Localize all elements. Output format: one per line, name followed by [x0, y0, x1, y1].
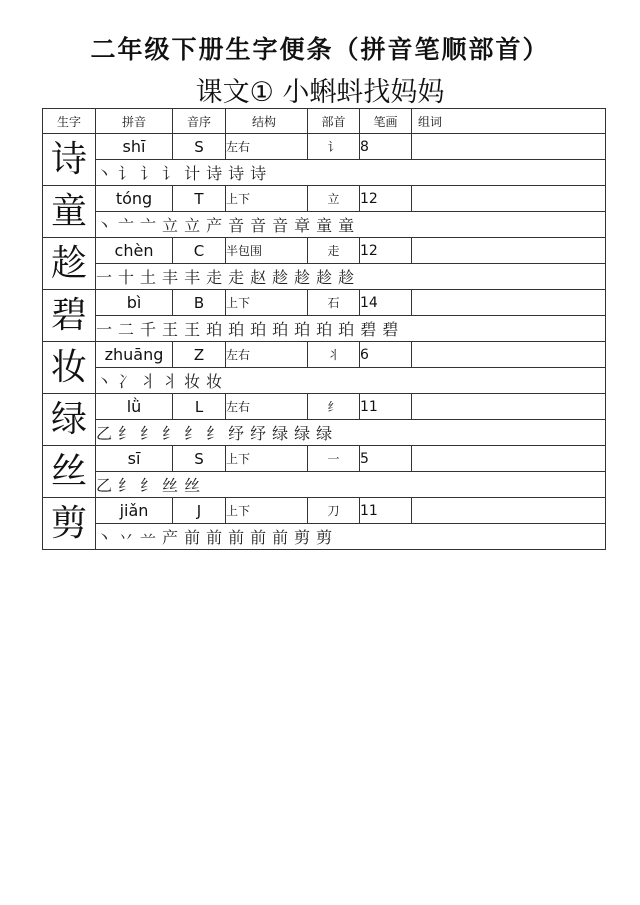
stroke-step: 剪 [294, 528, 313, 547]
character-cell: 剪 [43, 498, 96, 550]
stroke-step: 纟 [184, 424, 203, 443]
pinyin-cell: chèn [96, 238, 173, 264]
character-cell: 诗 [43, 134, 96, 186]
header-radical: 部首 [308, 109, 360, 134]
radical-cell: 立 [308, 186, 360, 212]
stroke-step: 珀 [272, 320, 291, 339]
stroke-order-cell [96, 316, 606, 342]
radical-cell: 一 [308, 446, 360, 472]
stroke-step: 纟 [206, 424, 225, 443]
pinyin-cell: sī [96, 446, 173, 472]
stroke-step: 前 [184, 528, 203, 547]
character-cell: 童 [43, 186, 96, 238]
stroke-step: 王 [162, 320, 181, 339]
stroke-step: 绿 [272, 424, 291, 443]
stroke-step: 珀 [250, 320, 269, 339]
stroke-step: 章 [294, 216, 313, 235]
stroke-step: 前 [250, 528, 269, 547]
radical-cell: 刀 [308, 498, 360, 524]
stroke-step: 丶 [96, 164, 115, 183]
stroke-count-cell: 12 [360, 238, 412, 264]
header-row [43, 109, 606, 134]
pinyin-cell: bì [96, 290, 173, 316]
stroke-step: 丶 [96, 372, 115, 391]
order-cell: J [173, 498, 226, 524]
words-cell [412, 342, 606, 368]
stroke-step: 纟 [118, 476, 137, 495]
stroke-order-row [43, 368, 606, 394]
order-cell: B [173, 290, 226, 316]
pinyin-cell: jiǎn [96, 498, 173, 524]
stroke-step: 丰 [184, 268, 203, 287]
stroke-step: 立 [162, 216, 181, 235]
stroke-step: 童 [316, 216, 335, 235]
words-cell [412, 394, 606, 420]
lesson-title: 课文① 小蝌蚪找妈妈 [195, 77, 445, 108]
stroke-count-cell: 5 [360, 446, 412, 472]
structure-cell: 上下 [226, 498, 308, 524]
stroke-step: 讠 [140, 164, 159, 183]
stroke-order-row [43, 160, 606, 186]
structure-cell: 上下 [226, 186, 308, 212]
stroke-step: 珀 [228, 320, 247, 339]
radical-cell: 石 [308, 290, 360, 316]
order-cell: Z [173, 342, 226, 368]
stroke-step: 音 [228, 216, 247, 235]
stroke-step: 诗 [250, 164, 269, 183]
stroke-step: 产 [206, 216, 225, 235]
stroke-step: 碧 [360, 320, 379, 339]
stroke-step: 讠 [118, 164, 137, 183]
stroke-step: 立 [184, 216, 203, 235]
stroke-count-cell: 12 [360, 186, 412, 212]
stroke-step: 丬 [162, 372, 181, 391]
stroke-step: 走 [206, 268, 225, 287]
structure-cell: 上下 [226, 290, 308, 316]
stroke-order-row [43, 316, 606, 342]
stroke-order-cell [96, 212, 606, 238]
stroke-step: 乙 [96, 476, 115, 495]
header-words: 组词 [412, 109, 606, 134]
table-row [43, 134, 606, 160]
stroke-step: 千 [140, 320, 159, 339]
table-row [43, 498, 606, 524]
header-strokes: 笔画 [360, 109, 412, 134]
stroke-order-row [43, 524, 606, 550]
character-cell: 妆 [43, 342, 96, 394]
stroke-step: 碧 [382, 320, 401, 339]
stroke-step: 一 [96, 320, 115, 339]
stroke-step: 珀 [316, 320, 335, 339]
table-row [43, 446, 606, 472]
stroke-step: 亠 [140, 216, 159, 235]
stroke-step: 纾 [250, 424, 269, 443]
order-cell: S [173, 446, 226, 472]
structure-cell: 左右 [226, 134, 308, 160]
stroke-step: 纟 [140, 476, 159, 495]
table-row [43, 238, 606, 264]
page-title: 二年级下册生字便条（拼音笔顺部首） [90, 35, 550, 64]
stroke-step: 前 [272, 528, 291, 547]
stroke-step: 妆 [184, 372, 203, 391]
stroke-step: 童 [338, 216, 357, 235]
stroke-step: 纟 [140, 424, 159, 443]
words-cell [412, 134, 606, 160]
words-cell [412, 498, 606, 524]
pinyin-cell: zhuāng [96, 342, 173, 368]
stroke-step: 丶 [96, 216, 115, 235]
character-cell: 绿 [43, 394, 96, 446]
radical-cell: 丬 [308, 342, 360, 368]
stroke-step: 丰 [162, 268, 181, 287]
order-cell: L [173, 394, 226, 420]
pinyin-cell: lǜ [96, 394, 173, 420]
stroke-count-cell: 14 [360, 290, 412, 316]
stroke-step: 音 [272, 216, 291, 235]
stroke-step: 绿 [294, 424, 313, 443]
structure-cell: 半包围 [226, 238, 308, 264]
header-structure: 结构 [226, 109, 308, 134]
stroke-step: 䒑 [140, 528, 159, 547]
words-cell [412, 238, 606, 264]
stroke-step: 妆 [206, 372, 225, 391]
stroke-step: 亠 [118, 216, 137, 235]
radical-cell: 讠 [308, 134, 360, 160]
character-cell: 趁 [43, 238, 96, 290]
table-row [43, 342, 606, 368]
structure-cell: 上下 [226, 446, 308, 472]
stroke-step: 剪 [316, 528, 335, 547]
stroke-count-cell: 8 [360, 134, 412, 160]
header-char: 生字 [43, 109, 96, 134]
stroke-step: 讠 [162, 164, 181, 183]
structure-cell: 左右 [226, 342, 308, 368]
stroke-step: 趁 [338, 268, 357, 287]
character-cell: 碧 [43, 290, 96, 342]
header-order: 音序 [173, 109, 226, 134]
stroke-step: 二 [118, 320, 137, 339]
pinyin-cell: shī [96, 134, 173, 160]
words-cell [412, 186, 606, 212]
stroke-step: 冫 [118, 372, 137, 391]
stroke-order-row [43, 472, 606, 498]
stroke-step: 赵 [250, 268, 269, 287]
stroke-step: 绿 [316, 424, 335, 443]
stroke-order-row [43, 212, 606, 238]
character-rows [43, 134, 606, 550]
stroke-step: 王 [184, 320, 203, 339]
stroke-step: 走 [228, 268, 247, 287]
pinyin-cell: tóng [96, 186, 173, 212]
character-cell: 丝 [43, 446, 96, 498]
stroke-order-cell [96, 160, 606, 186]
structure-cell: 左右 [226, 394, 308, 420]
stroke-order-cell [96, 368, 606, 394]
words-cell [412, 446, 606, 472]
radical-cell: 纟 [308, 394, 360, 420]
stroke-step: 计 [184, 164, 203, 183]
stroke-order-cell [96, 524, 606, 550]
stroke-step: 诗 [228, 164, 247, 183]
stroke-step: 珀 [338, 320, 357, 339]
stroke-step: 趁 [294, 268, 313, 287]
stroke-step: 丬 [140, 372, 159, 391]
stroke-order-row [43, 420, 606, 446]
stroke-step: 丶 [96, 528, 115, 547]
stroke-step: 音 [250, 216, 269, 235]
stroke-step: 前 [206, 528, 225, 547]
stroke-order-cell [96, 264, 606, 290]
stroke-step: 珀 [294, 320, 313, 339]
stroke-step: 前 [228, 528, 247, 547]
stroke-step: 珀 [206, 320, 225, 339]
stroke-step: 丝 [184, 476, 203, 495]
table-row [43, 394, 606, 420]
stroke-step: 丷 [118, 528, 137, 547]
stroke-step: 产 [162, 528, 181, 547]
stroke-step: 趁 [272, 268, 291, 287]
table-row [43, 290, 606, 316]
stroke-step: 十 [118, 268, 137, 287]
radical-cell: 走 [308, 238, 360, 264]
stroke-step: 诗 [206, 164, 225, 183]
stroke-order-cell [96, 472, 606, 498]
stroke-count-cell: 11 [360, 394, 412, 420]
character-table [42, 108, 606, 550]
header-pinyin: 拼音 [96, 109, 173, 134]
stroke-order-row [43, 264, 606, 290]
order-cell: C [173, 238, 226, 264]
stroke-step: 乙 [96, 424, 115, 443]
stroke-count-cell: 11 [360, 498, 412, 524]
stroke-step: 纾 [228, 424, 247, 443]
stroke-order-cell [96, 420, 606, 446]
stroke-step: 纟 [162, 424, 181, 443]
order-cell: S [173, 134, 226, 160]
stroke-step: 丝 [162, 476, 181, 495]
stroke-count-cell: 6 [360, 342, 412, 368]
words-cell [412, 290, 606, 316]
stroke-step: 纟 [118, 424, 137, 443]
table-row [43, 186, 606, 212]
order-cell: T [173, 186, 226, 212]
stroke-step: 土 [140, 268, 159, 287]
stroke-step: 一 [96, 268, 115, 287]
stroke-step: 趁 [316, 268, 335, 287]
